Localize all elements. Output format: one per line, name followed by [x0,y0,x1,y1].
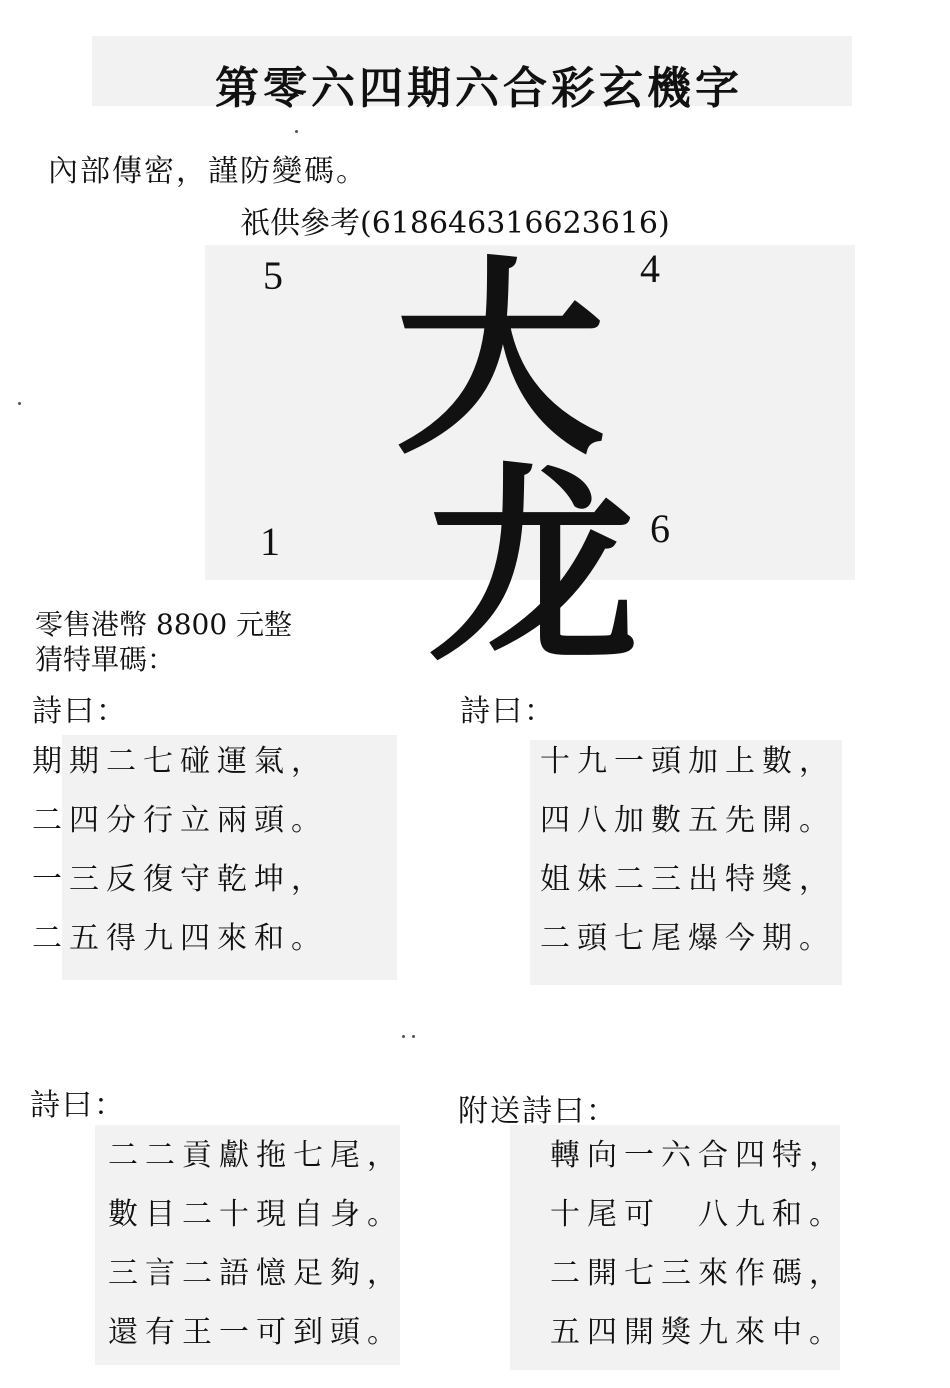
poem1 [32,742,328,978]
number-top-right: 4 [640,246,660,291]
price-text: 零售港幣 8800 元整 [35,608,293,641]
poem-line: 二二貢獻拖七尾， [108,1138,404,1173]
poem-line: 姐妹二三出特獎， [540,862,836,897]
poem3-header: 詩曰： [30,1088,126,1123]
poem-line: 四八加數五先開。 [540,803,836,838]
poem-line: 十九一頭加上數， [540,744,836,779]
poem-line: 數目二十現自身。 [108,1197,404,1232]
poem2-header: 詩曰： [460,694,556,729]
poem-line: 三言二語憶足夠， [108,1256,404,1291]
scan-speck [402,1035,405,1038]
poem2 [540,742,836,978]
poem1-header: 詩曰： [32,694,128,729]
poem-line: 轉向一六合四特， [550,1138,846,1173]
number-top-left: 5 [263,253,283,298]
page-title: 第零六四期六合彩玄機字 [215,63,743,114]
poem4 [550,1136,846,1372]
big-char-top: 大 [395,236,606,483]
poem-line: 二五得九四來和。 [32,921,328,956]
poem3 [108,1136,404,1372]
scan-speck [295,130,298,133]
guess-label: 猜特單碼： [35,643,176,676]
poem-line: 二開七三來作碼， [550,1256,846,1291]
scan-speck [412,1035,415,1038]
poem4-header: 附送詩曰： [458,1094,618,1129]
scan-speck [18,402,21,405]
reference-text: 祇供參考(618646316623616) [240,206,670,241]
big-char-bottom: 龙 [428,443,639,690]
poem-line: 五四開獎九來中。 [550,1315,846,1350]
number-bottom-right: 6 [650,506,670,551]
poem-line: 一三反復守乾坤， [32,862,328,897]
poem-line: 十尾可 八九和。 [550,1197,846,1232]
notice-text: 內部傳密，謹防變碼。 [48,154,368,189]
poem-line: 還有王一可到頭。 [108,1315,404,1350]
poem-line: 二四分行立兩頭。 [32,803,328,838]
number-bottom-left: 1 [260,519,280,564]
poem-line: 期期二七碰運氣， [32,744,328,779]
poem-line: 二頭七尾爆今期。 [540,921,836,956]
